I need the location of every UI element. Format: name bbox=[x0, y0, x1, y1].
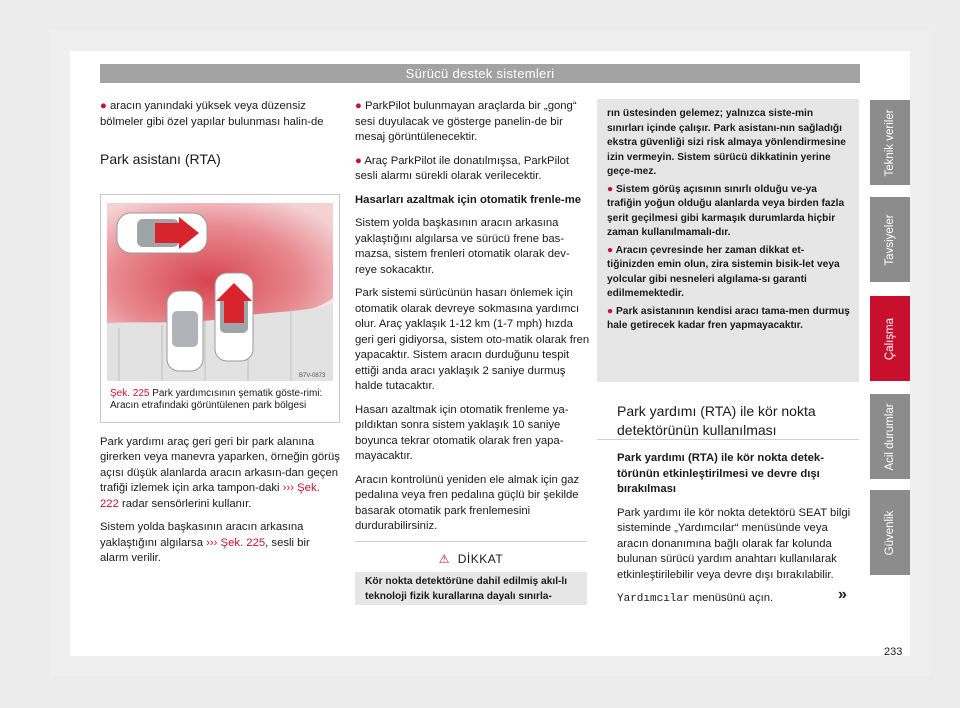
section-heading: Park asistanı (RTA) bbox=[100, 151, 221, 167]
paragraph: Aracın kontrolünü yeniden ele almak için gaz pedalına veya fren pedalına güçlü bir şekilde basarak otomatik park frenlemesini durdurabilirsiniz. bbox=[355, 473, 580, 532]
page-number: 233 bbox=[884, 646, 903, 658]
car-reversing bbox=[215, 273, 253, 361]
figure-caption: Şek. 225 Park yardımcısının şematik göste-rimi: Aracın etrafındaki görüntülenen park bölgesi bbox=[110, 387, 323, 411]
column-3 bbox=[617, 451, 857, 616]
bullet-item: ● Araç ParkPilot ile donatılmışsa, ParkPilot sesli alarmı sürekli olarak verilecektir. bbox=[355, 154, 570, 182]
tab-calisma[interactable]: Çalışma bbox=[870, 296, 910, 381]
bullet-item: ● aracın yanındaki yüksek veya düzensiz bölmeler gibi özel yapılar bulunması halin-de bbox=[100, 100, 324, 128]
bullet-icon: ● bbox=[355, 100, 362, 112]
bullet-icon: ● bbox=[355, 154, 362, 167]
bullet-icon: ● bbox=[607, 244, 614, 256]
page-header: Sürücü destek sistemleri bbox=[100, 64, 860, 83]
subheading: Park yardımı (RTA) ile kör nokta detek-törünün etkinleştirilmesi ve devre dışı bırakılması bbox=[617, 452, 824, 495]
figure-code: B7V-0873 bbox=[299, 372, 326, 379]
column-2 bbox=[355, 99, 591, 543]
paragraph: Sistem yolda başkasının aracın arkasına yaklaştığını algılarsa ››› Şek. 225, sesli bir alarm verilir. bbox=[100, 521, 310, 564]
cross-ref-link[interactable]: ››› Şek. 225 bbox=[206, 536, 266, 549]
warning-box bbox=[355, 541, 587, 604]
bullet-item: ● Aracın çevresinde her zaman dikkat et-tiğinizden emin olun, zira sistemin bisik-let veya yolcular gibi nesneleri algılama-sı garanti edilmemektedir. bbox=[607, 244, 840, 299]
car-parked bbox=[167, 291, 203, 371]
warning-body: Kör nokta detektörüne dahil edilmiş akıl-lı teknoloji fizik kurallarına dayalı sınırla- bbox=[355, 572, 587, 605]
tab-tavsiyeler[interactable]: Tavsiyeler bbox=[870, 197, 910, 282]
tab-guvenlik[interactable]: Güvenlik bbox=[870, 490, 910, 575]
bullet-item: ● ParkPilot bulunmayan araçlarda bir „gong“ sesi duyulacak ve gösterge panelin-de bir mesaj görüntülenecektir. bbox=[355, 100, 577, 143]
paragraph: Hasarı azaltmak için otomatik frenleme ya-pıldıktan sonra sistem yaklaşık 10 saniye boyunca tekrar otomatik olarak fren yapa-mayacaktır. bbox=[355, 403, 569, 462]
warning-continuation-box bbox=[597, 99, 859, 382]
warning-continuation-text: rın üstesinden gelemez; yalnızca siste-min sınırları içinde çalışır. Park asistanı-nın sağladığı ekstra güvenliği sizi risk almaya yönlendirmesine izin vermeyin. Sistem sürücü dikkatinin yerine geçe-mez. ● Sistem görüş açısının sınırlı olduğu ve-ya trafiğin yoğun olduğu alanlarda veya birden fazla şerit geçilmesi gibi karmaşık durumlarda hiçbir zaman kullanılmamalı-dır. ● Aracın çevresinde her zaman dikkat et-tiğinizden emin olun, zira sistemin bisik-let veya yolcular gibi nesneleri algılama-sı garanti edilmemektedir. ● Park asistanının kendisi aracı tama-men durmuş hale getirecek kadar fren yapmayacaktır. bbox=[607, 107, 851, 337]
subheading: Hasarları azaltmak için otomatik frenle-me bbox=[355, 193, 582, 206]
parking-diagram-image bbox=[107, 203, 333, 381]
tab-teknik-veriler[interactable]: Teknik veriler bbox=[870, 100, 910, 185]
paragraph: Yardımcılar menüsünü açın. bbox=[617, 592, 774, 605]
car-top bbox=[117, 213, 207, 253]
bullet-icon: ● bbox=[607, 305, 614, 317]
paragraph: Park yardımı ile kör nokta detektörü SEAT bilgi sisteminde „Yardımcılar“ menüsünde veya aracın donanımına bağlı olarak far kolunda bulunan sürücü yardım anahtarı kullanılarak etkinleştirilebilir veya devre dışı bırakılabilir. bbox=[617, 506, 851, 581]
warning-title: ⚠ DİKKAT bbox=[438, 552, 504, 566]
bullet-icon: ● bbox=[100, 100, 107, 112]
section-heading: Park yardımı (RTA) ile kör nokta detektörünün kullanılması bbox=[617, 403, 816, 438]
divider bbox=[597, 439, 859, 440]
figure-ref-link[interactable]: Şek. 225 bbox=[110, 387, 150, 399]
paragraph: Park sistemi sürücünün hasarı önlemek için otomatik olarak devreye sokmasına yardımcı olur. Araç yaklaşık 1-12 km (1-7 mph) hızda geri geri gidiyorsa, sistem oto-matik olarak fren yapacaktır. Sistem aracın durduğunu tespit ettiği anda aracı yaklaşık 2 saniye durmuş halde tutacaktır. bbox=[355, 287, 590, 392]
warning-triangle-icon: ⚠ bbox=[438, 552, 451, 566]
bullet-icon: ● bbox=[607, 183, 614, 195]
continue-mark: » bbox=[838, 586, 847, 603]
bullet-item: ● Park asistanının kendisi aracı tama-men durmuş hale getirecek kadar fren yapmayacaktır. bbox=[607, 305, 850, 331]
paragraph: Sistem yolda başkasının aracın arkasına yaklaştığını algılarsa ve sürücü frene bas-mazsa, sistem frenleri otomatik olarak dev-reye sokacaktır. bbox=[355, 217, 570, 276]
bullet-item: ● Sistem görüş açısının sınırlı olduğu ve-ya trafiğin yoğun olduğu alanlarda veya birden fazla şerit geçilmesi gibi karmaşık durumlarda hiçbir zaman kullanılmamalı-dır. bbox=[607, 183, 845, 238]
tab-acil-durumlar[interactable]: Acil durumlar bbox=[870, 394, 910, 479]
paragraph: Park yardımı araç geri geri bir park alanına girerken veya manevra yaparken, örneğin görüş açısı düşük alanlarda aracın arkasın-dan geçen trafiği izlemek için arka tampon-daki ››› Şek. 222 radar sensörlerini kullanır. bbox=[100, 435, 340, 510]
column-1 bbox=[100, 99, 340, 575]
figure-225 bbox=[100, 194, 340, 423]
cross-ref-link[interactable]: ››› Şek. 222 bbox=[100, 482, 320, 510]
menu-name: Yardımcılar bbox=[617, 593, 690, 605]
